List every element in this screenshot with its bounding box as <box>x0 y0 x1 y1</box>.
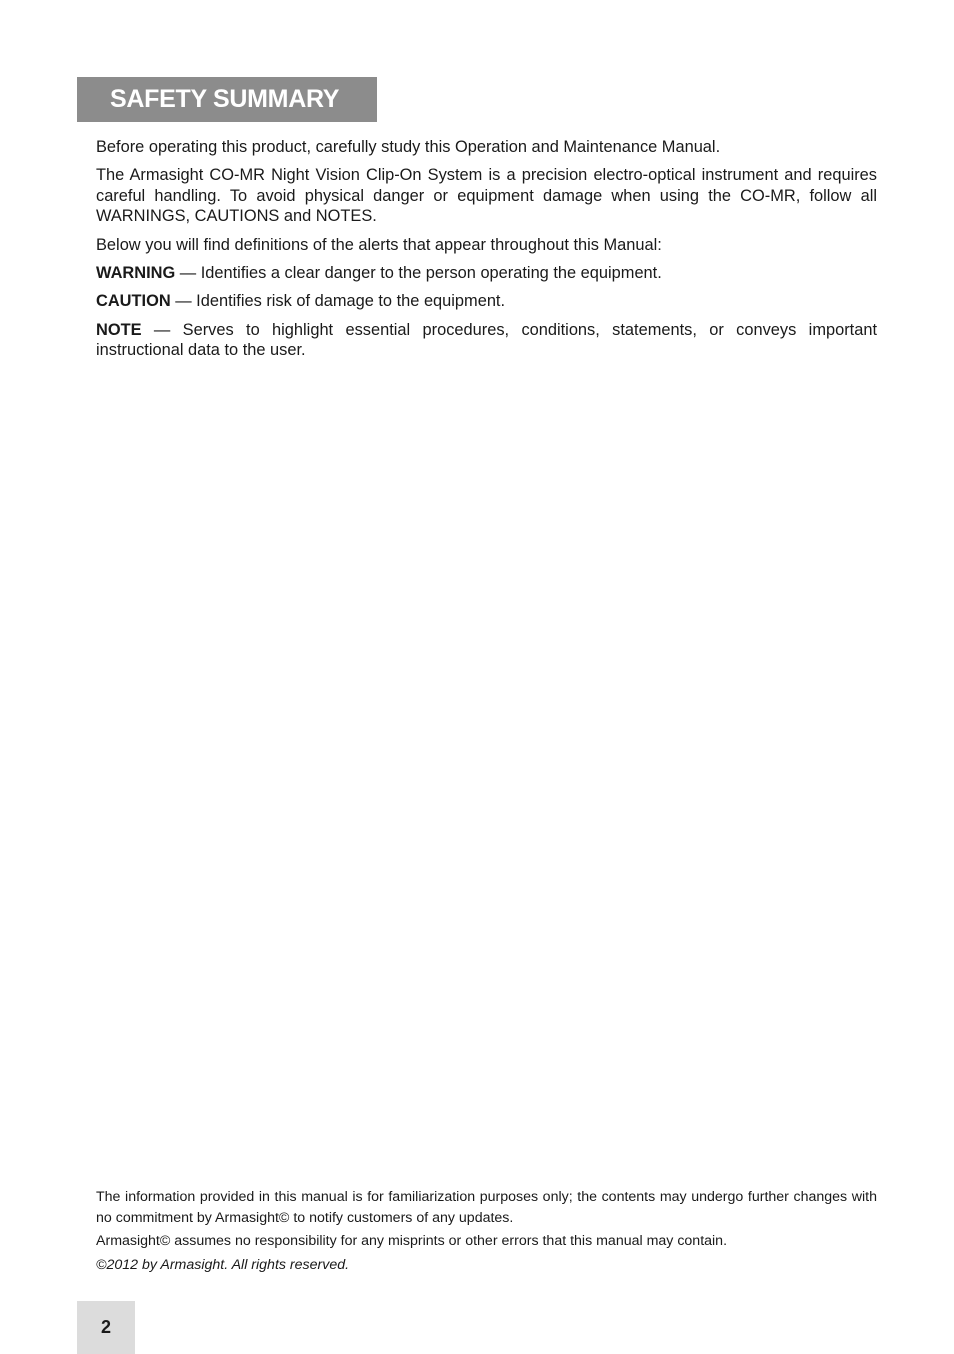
definitions-intro-paragraph: Below you will find definitions of the alerts that appear throughout this Manual: <box>96 235 662 254</box>
alert-definition-note <box>96 320 877 361</box>
page-number-box <box>77 1301 135 1354</box>
description-paragraph: The Armasight CO-MR Night Vision Clip-On System is a precision electro-optical instrument and requires careful handling. To avoid physical danger or equipment damage when using the CO-MR, follow all WARNINGS, CAUTIONS and NOTES. <box>96 166 877 226</box>
alert-text-note: — Serves to highlight essential procedures, conditions, statements, or conveys important instructional data to the user. <box>96 320 877 360</box>
footer-notes <box>96 1187 877 1278</box>
alert-text-caution: — Identifies risk of damage to the equipment. <box>170 292 506 311</box>
responsibility-text: Armasight© assumes no responsibility for any misprints or other errors that this manual may contain. <box>96 1233 728 1249</box>
intro-paragraph: Before operating this product, carefully study this Operation and Maintenance Manual. <box>96 138 721 156</box>
disclaimer-text: The information provided in this manual is for familiarization purposes only; the contents may undergo further changes with no commitment by Armasight© to notify customers of any updates. <box>96 1189 877 1226</box>
alert-definition-caution <box>96 291 877 311</box>
alert-term-note: NOTE <box>96 320 142 339</box>
alert-term-warning: WARNING <box>96 264 176 283</box>
section-header <box>77 77 377 122</box>
alert-text-warning: — Identifies a clear danger to the person operating the equipment. <box>175 264 662 283</box>
alert-term-caution: CAUTION <box>96 292 171 311</box>
section-title: SAFETY SUMMARY <box>110 85 340 113</box>
safety-summary-content <box>96 137 877 369</box>
page-number: 2 <box>100 1317 111 1337</box>
copyright-text: ©2012 by Armasight. All rights reserved. <box>96 1256 350 1273</box>
alert-definition-warning <box>96 263 877 283</box>
